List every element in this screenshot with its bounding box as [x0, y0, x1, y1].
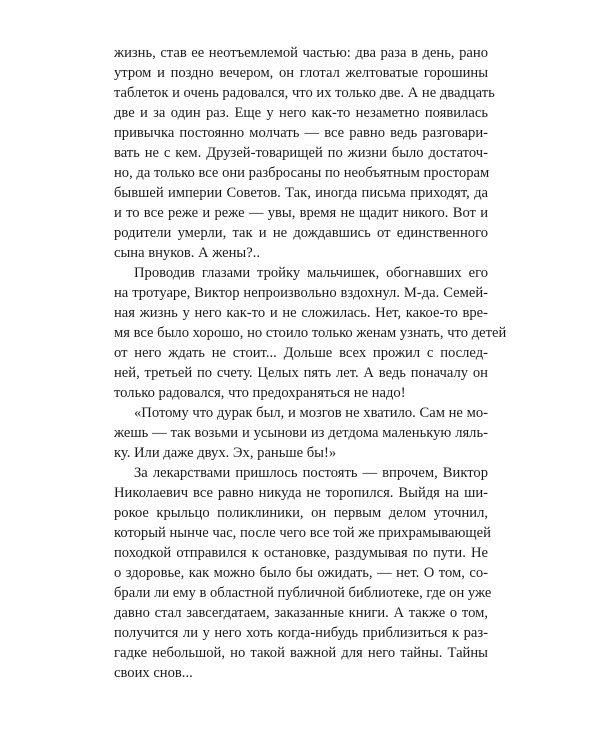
text-line: на тротуаре, Виктор непроизвольно вздохнул. М-да. Семей- — [114, 285, 488, 301]
text-line: брали ли ему в областной публичной библиотеке, где он уже — [114, 585, 492, 601]
paragraph-2 — [114, 263, 507, 403]
text-line: «Потому что дурак был, и мозгов не хватило. Сам не мо- — [134, 405, 488, 421]
text-line: который нынче час, после чего все той же прихрамывающей — [114, 525, 491, 541]
text-line: рокое крыльцо поликлиники, он первым делом уточнил, — [114, 505, 488, 521]
page-text — [114, 43, 507, 683]
text-line: походкой отправился к остановке, раздумывая по пути. Не — [114, 545, 488, 561]
text-line: получится ли у него хоть когда-нибудь приблизиться к раз- — [114, 625, 488, 641]
text-line: давно стал завсегдатаем, заказанные книги. А также о том, — [114, 605, 488, 621]
text-line: Николаевич все равно никуда не торопился. Выйдя на ши- — [114, 485, 488, 501]
text-line: вать не с кем. Друзей-товарищей по жизни было достаточ- — [114, 145, 488, 161]
text-line: и то все реже и реже — увы, время не щадит никого. Вот и — [114, 205, 488, 221]
text-line: сына внуков. А жены?.. — [114, 245, 260, 261]
text-line: мя все было хорошо, но стоило только женам узнать, что детей — [114, 325, 507, 341]
text-line: жизнь, став ее неотъемлемой частью: два раза в день, рано — [114, 45, 488, 61]
text-line: жешь — так возьми и усынови из детдома маленькую ляль- — [114, 425, 488, 441]
paragraph-1 — [114, 43, 495, 263]
text-line: ку. Или даже двух. Эх, раньше бы!» — [114, 445, 337, 461]
paragraph-3 — [114, 403, 488, 463]
text-line: Проводив глазами тройку мальчишек, обогнавших его — [134, 265, 488, 281]
text-line: гадке небольшой, но такой важной для него тайны. Тайны — [114, 645, 488, 661]
text-line: своих снов... — [114, 665, 193, 681]
paragraph-4 — [114, 463, 492, 683]
text-line: от него ждать не стоит... Дольше всех прожил с послед- — [114, 345, 488, 361]
text-line: но, да только все они разбросаны по необъятным просторам — [114, 165, 490, 181]
text-line: привычка постоянно молчать — все равно ведь разговари- — [114, 125, 488, 141]
text-line: родители умерли, так и не дождавшись от единственного — [114, 225, 488, 241]
text-line: бывшей империи Советов. Так, иногда письма приходят, да — [114, 185, 488, 201]
text-line: две и за один раз. Еще у него как-то незаметно появилась — [114, 105, 488, 121]
text-line: ная жизнь у него как-то и не сложилась. Нет, какое-то вре- — [114, 305, 488, 321]
text-line: о здоровье, как можно было бы ожидать, — нет. О том, со- — [114, 565, 488, 581]
text-line: ней, третьей по счету. Целых пять лет. А ведь поначалу он — [114, 365, 488, 381]
text-line: таблеток и очень радовался, что их только две. А не двадцать — [114, 85, 495, 101]
text-line: За лекарствами пришлось постоять — впрочем, Виктор — [134, 465, 488, 481]
text-line: только радовался, что предохраняться не надо! — [114, 385, 406, 401]
text-line: утром и поздно вечером, он глотал желтоватые горошины — [114, 65, 488, 81]
